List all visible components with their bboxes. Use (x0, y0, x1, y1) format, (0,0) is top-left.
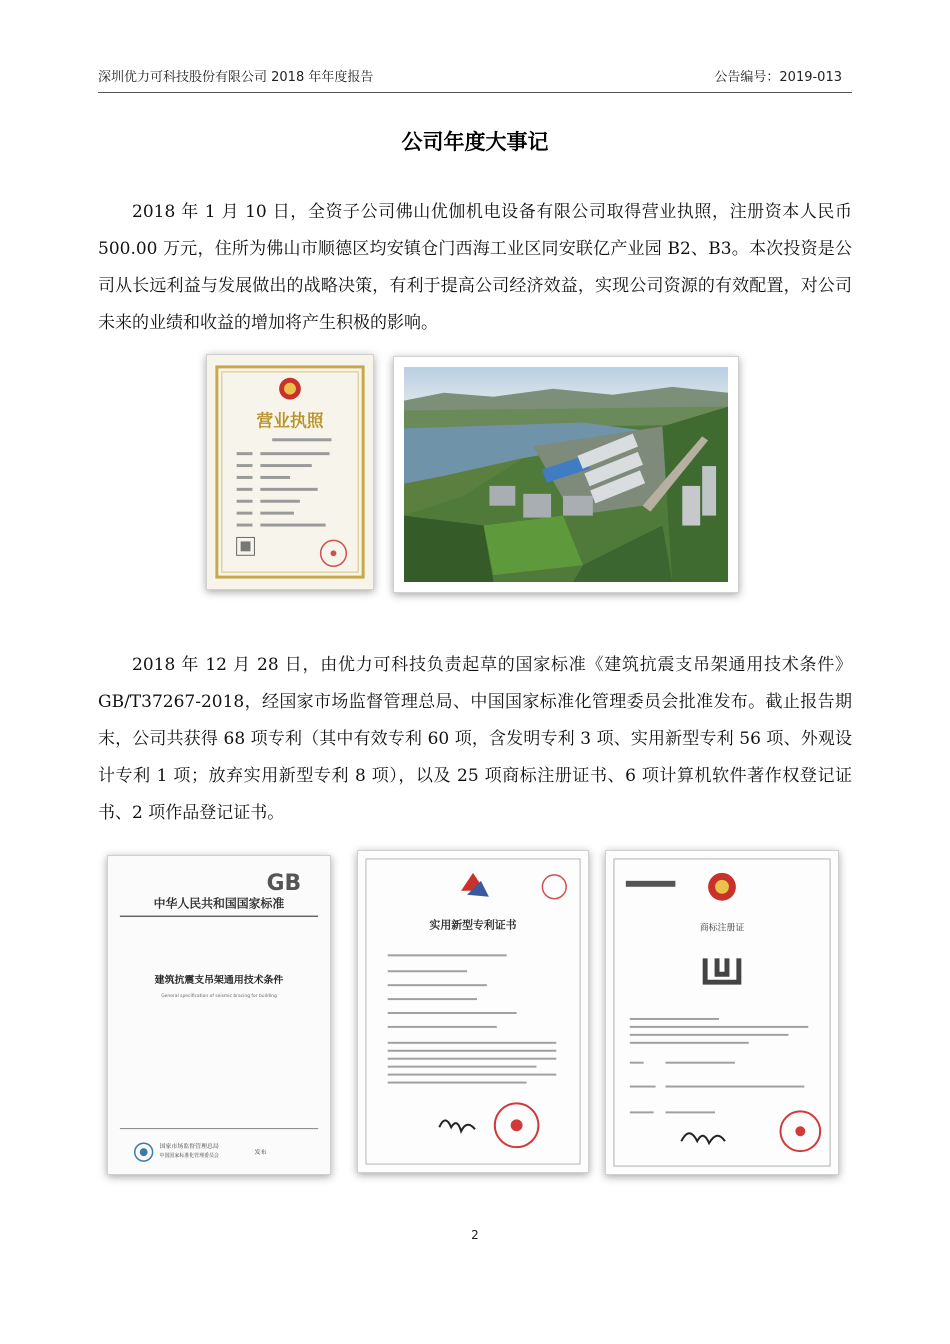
business-license-image (206, 354, 374, 590)
page-header (98, 66, 848, 88)
license-heading: 营业执照 (256, 410, 324, 431)
gb-issuer: 国家市场监督管理总局 (159, 1143, 219, 1151)
gb-issuer-2: 中国国家标准化管理委员会 (159, 1153, 219, 1160)
factory-aerial-photo (393, 356, 739, 593)
gb-issued-label: 发布 (254, 1149, 267, 1157)
trademark-title: 商标注册证 (699, 923, 745, 934)
patent-title: 实用新型专利证书 (429, 918, 517, 932)
gb-national-standard-text: 中华人民共和国国家标准 (153, 896, 285, 911)
patent-certificate-image (357, 850, 589, 1173)
gb-standard-cover-image (107, 855, 331, 1175)
header-notice-number: 公告编号：2019-013 (714, 70, 842, 85)
header-report-title: 深圳优力可科技股份有限公司 2018 年年度报告 (98, 70, 374, 85)
gb-logo: GB (266, 870, 302, 896)
gb-standard-title: 建筑抗震支吊架通用技术条件 (154, 975, 284, 987)
gb-english-title: General specification of seismic bracing for building (161, 994, 277, 1000)
header-divider (98, 92, 852, 93)
page-number: 2 (471, 1228, 479, 1242)
paragraph-national-standard: 2018 年 12 月 28 日，由优力可科技负责起草的国家标准《建筑抗震支吊架通用技术条件》GB/T37267-2018，经国家市场监督管理总局、中国国家标准化管理委员会批准发布。截止报告期末，公司共获得 68 项专利（其中有效专利 60 项，含发明专利 3 项、实用新型专利 56 项、外观设计专利 1 项；放弃实用新型专利 8 项），以及 25 项商标注册证书、6 项计算机软件著作权登记证书、2 项作品登记证书。 (98, 655, 852, 823)
paragraph-subsidiary: 2018 年 1 月 10 日，全资子公司佛山优伽机电设备有限公司取得营业执照，注册资本人民币 500.00 万元，住所为佛山市顺德区均安镇仓门西海工业区同安联亿产业园 B2、B3。本次投资是公司从长远利益与发展做出的战略决策，有利于提高公司经济效益，实现公司资源的有效配置，对公司未来的业绩和收益的增加将产生积极的影响。 (98, 202, 852, 333)
page-title: 公司年度大事记 (401, 130, 549, 154)
trademark-certificate-image (605, 850, 839, 1175)
